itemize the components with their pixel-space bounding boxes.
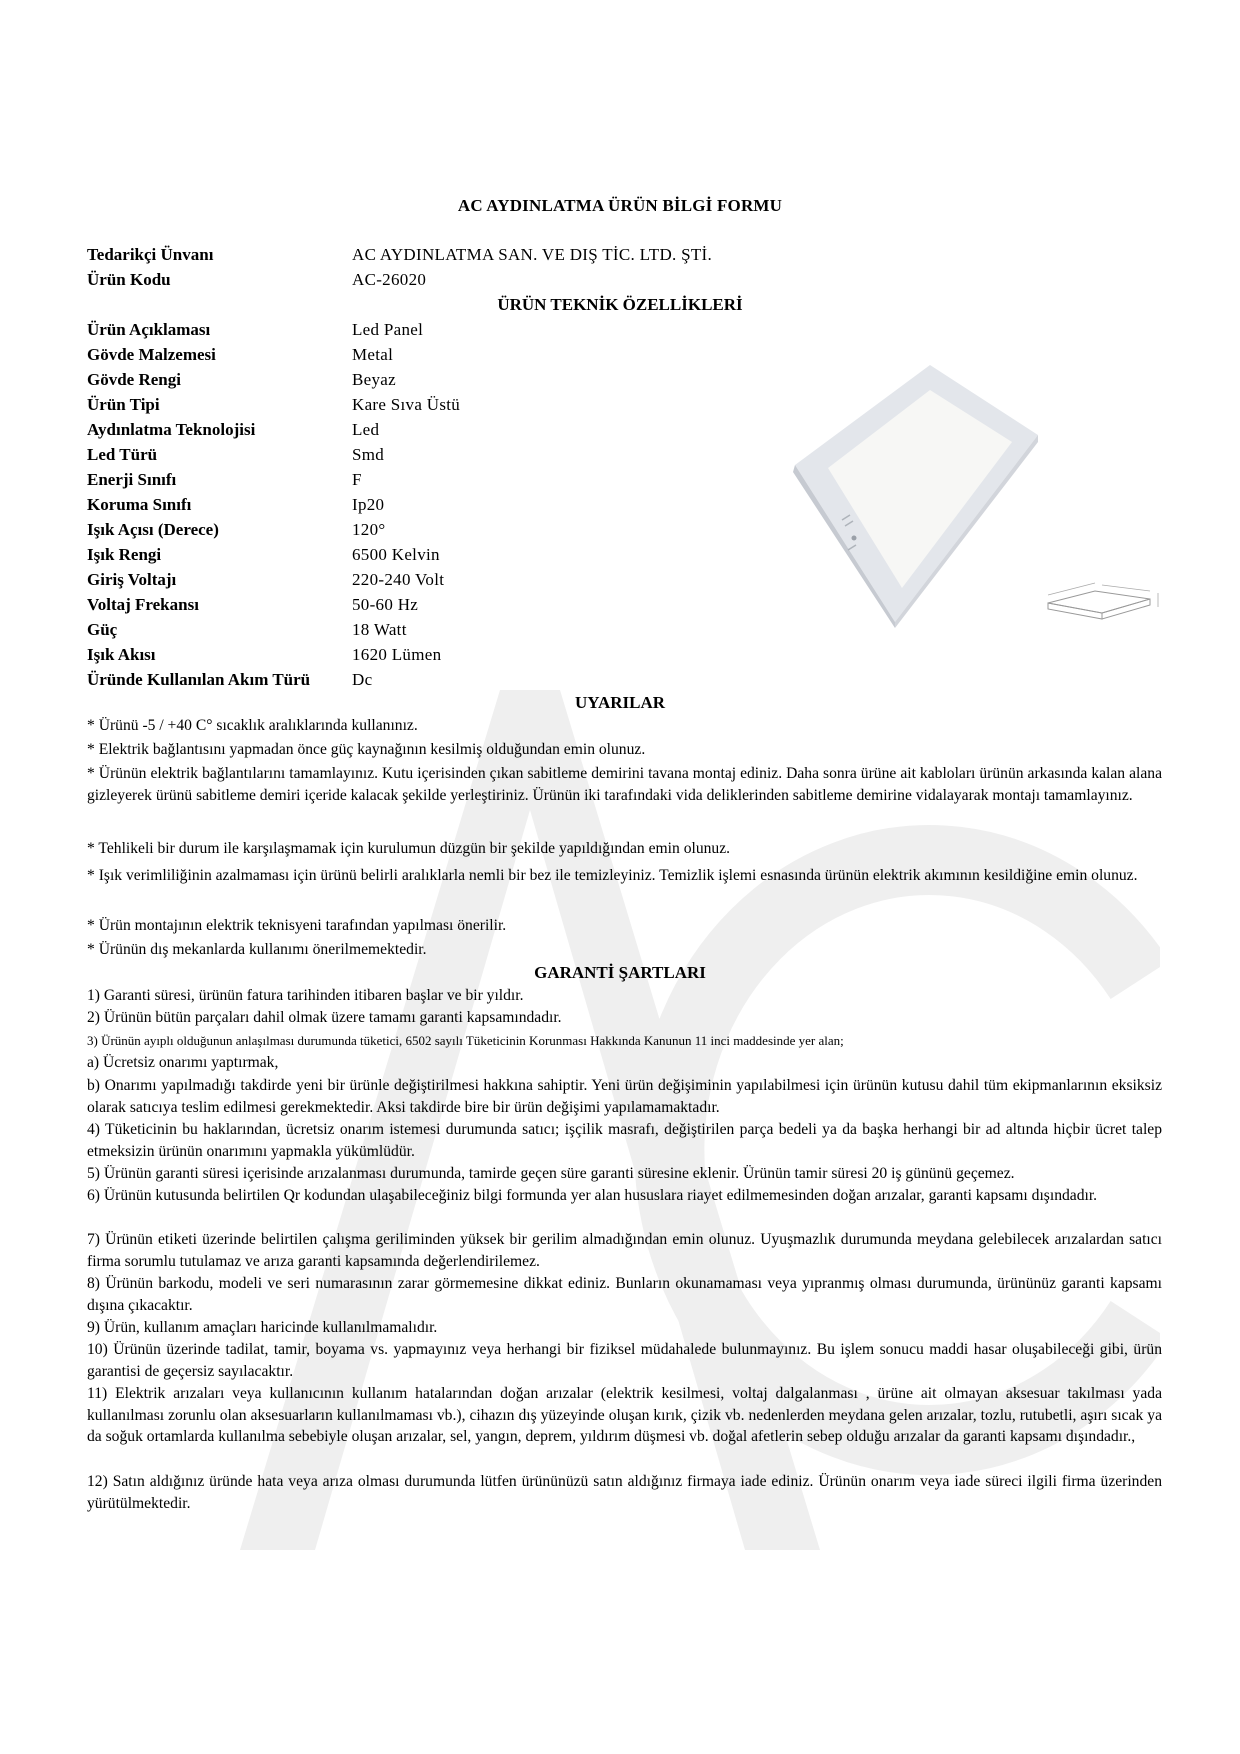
- warranty-item: 1) Garanti süresi, ürünün fatura tarihinden itibaren başlar ve bir yıldır.: [87, 987, 524, 1004]
- warranty-item: 9) Ürün, kullanım amaçları haricinde kullanılmamalıdır.: [87, 1319, 438, 1336]
- spec-label: Işık Rengi: [87, 545, 162, 564]
- spec-label: Koruma Sınıfı: [87, 495, 192, 514]
- warranty-item: a) Ücretsiz onarımı yaptırmak,: [87, 1054, 279, 1071]
- spec-label: Ürün Açıklaması: [87, 320, 211, 339]
- spec-label: Gövde Malzemesi: [87, 345, 216, 364]
- spec-value: Kare Sıva Üstü: [352, 395, 461, 414]
- warranty-item: 4) Tüketicinin bu haklarından, ücretsiz onarım istemesi durumunda satıcı; işçilik masrafı, değiştirilen parça bedeli ya da başka herhangi bir ad altında hiçbir ücret talep etmeksizin ürünün onarımını yapmakla yükümlüdür.: [87, 1121, 1162, 1160]
- spec-value: F: [352, 470, 362, 489]
- warning-item: * Işık verimliliğinin azalmaması için ürünü belirli aralıklarla nemli bir bez ile temizleyiniz. Temizlik işlemi esnasında ürünün elektrik akımının kesildiğine emin olunuz.: [87, 867, 1138, 884]
- spec-value: Smd: [352, 445, 385, 464]
- form-title: AC AYDINLATMA ÜRÜN BİLGİ FORMU: [457, 196, 783, 215]
- spec-label: Üründe Kullanılan Akım Türü: [87, 670, 311, 689]
- specs-heading: ÜRÜN TEKNİK ÖZELLİKLERİ: [497, 295, 743, 314]
- warranty-item: 5) Ürünün garanti süresi içerisinde arızalanması durumunda, tamirde geçen süre garanti süresine eklenir. Ürünün tamir süresi 20 iş gününü geçemez.: [87, 1165, 1015, 1182]
- supplier-value: AC AYDINLATMA SAN. VE DIŞ TİC. LTD. ŞTİ.: [352, 245, 713, 264]
- spec-label: Işık Açısı (Derece): [87, 520, 219, 539]
- warranty-item: b) Onarımı yapılmadığı takdirde yeni bir ürünle değiştirilmesi hakkına sahiptir. Yeni ürün değişiminin yapılabilmesi için ürünün kutusu dahil tüm ekipmanlarının eksiksiz olarak satıcıya teslim edilmesi gerekmektedir. Aksi takdirde bire bir ürün değişimi yapılamamaktadır.: [87, 1077, 1162, 1116]
- spec-label: Güç: [87, 620, 118, 639]
- spec-label: Voltaj Frekansı: [87, 595, 199, 614]
- spec-value: Beyaz: [352, 370, 396, 389]
- spec-label: Işık Akısı: [87, 645, 156, 664]
- product-code-value: AC-26020: [352, 270, 427, 289]
- spec-value: 6500 Kelvin: [352, 545, 440, 564]
- spec-value: Metal: [352, 345, 394, 364]
- supplier-label: Tedarikçi Ünvanı: [87, 245, 214, 264]
- spec-value: Dc: [352, 670, 373, 689]
- warning-item: * Ürünün elektrik bağlantılarını tamamlayınız. Kutu içerisinden çıkan sabitleme demirini tavana montaj ediniz. Daha sonra ürüne ait kabloları ürünün arkasında kalan alana gizleyerek ürünü sabitleme demiri içeride kalacak şekilde yerleştiriniz. Ürünün iki tarafındaki vida deliklerinden sabitleme demirine vidalayarak montajı tamamlayınız.: [87, 765, 1162, 804]
- warning-item: * Ürünü -5 / +40 C° sıcaklık aralıklarında kullanınız.: [87, 717, 418, 734]
- warranty-item: 7) Ürünün etiketi üzerinde belirtilen çalışma geriliminden yüksek bir gerilim almadığından emin olunuz. Uyuşmazlık durumunda meydana gelebilecek arızalardan satıcı firma sorumlu tutulamaz ve arıza garanti kapsamında değerlendirilemez.: [87, 1231, 1162, 1270]
- spec-label: Aydınlatma Teknolojisi: [87, 420, 256, 439]
- square-led-panel-icon: [790, 360, 1040, 630]
- warnings-heading: UYARILAR: [574, 693, 666, 712]
- warranty-item: 12) Satın aldığınız üründe hata veya arıza olması durumunda lütfen ürününüzü satın aldığınız firmaya iade ediniz. Ürünün onarım veya iade süreci ilgili firma üzerinden yürütülmektedir.: [87, 1473, 1162, 1512]
- spec-value: Led Panel: [352, 320, 424, 339]
- spec-label: Led Türü: [87, 445, 158, 464]
- warranty-heading: GARANTİ ŞARTLARI: [534, 963, 706, 982]
- warning-item: * Ürün montajının elektrik teknisyeni tarafından yapılması önerilir.: [87, 917, 507, 934]
- product-code-label: Ürün Kodu: [87, 270, 171, 289]
- spec-value: 1620 Lümen: [352, 645, 442, 664]
- spec-value: 220-240 Volt: [352, 570, 445, 589]
- spec-label: Enerji Sınıfı: [87, 470, 177, 489]
- warning-item: * Elektrik bağlantısını yapmadan önce güç kaynağının kesilmiş olduğundan emin olunuz.: [87, 741, 646, 758]
- warning-item: * Tehlikeli bir durum ile karşılaşmamak için kurulumun düzgün bir şekilde yapıldığından emin olunuz.: [87, 840, 731, 857]
- warranty-item: 6) Ürünün kutusunda belirtilen Qr kodundan ulaşabileceğiniz bilgi formunda yer alan hususlara riayet edilmemesinden doğan arızalar, garanti kapsamı dışındadır.: [87, 1187, 1098, 1204]
- spec-value: 18 Watt: [352, 620, 407, 639]
- warranty-item: 8) Ürünün barkodu, modeli ve seri numarasının zarar görmemesine dikkat ediniz. Bunların okunamaması veya yıpranmış olması durumunda, ürününüz garanti kapsamı dışına çıkacaktır.: [87, 1275, 1162, 1314]
- spec-value: 120°: [352, 520, 386, 539]
- warranty-item: 10) Ürünün üzerinde tadilat, tamir, boyama vs. yapmayınız veya herhangi bir fiziksel müdahalede bulunmayınız. Bu işlem sonucu maddi hasar oluşabileceği gibi, ürün garantisi de geçersiz sayılacaktır.: [87, 1341, 1162, 1380]
- warranty-item: 2) Ürünün bütün parçaları dahil olmak üzere tamamı garanti kapsamındadır.: [87, 1009, 562, 1026]
- warranty-item: 3) Ürünün ayıplı olduğunun anlaşılması durumunda tüketici, 6502 sayılı Tüketicinin Korunması Hakkında Kanunun 11 inci maddesinde yer alan;: [87, 1033, 844, 1048]
- warranty-item: 11) Elektrik arızaları veya kullanıcının kullanım hatalarından doğan arızalar (elektrik kesilmesi, voltaj dalgalanması , ürüne ait olmayan aksesuar takılması yada kullanılması zorunlu olan aksesuarların kullanılmaması vb.), cihazın dış yüzeyinde oluşan kırık, çizik vb. nedenlerden meydana gelen arızalar, tozlu, rutubetli, aşırı sıcak ya da soğuk ortamlarda kullanılma sebebiyle oluşan arızalar, sel, yangın, deprem, yıldırım düşmesi vb. doğal afetlerin sebep olduğu arızalar da garanti kapsamı dışındadır.,: [87, 1385, 1162, 1445]
- panel-dimension-sketch-icon: [1040, 573, 1170, 623]
- spec-value: Ip20: [352, 495, 385, 514]
- spec-value: Led: [352, 420, 380, 439]
- spec-label: Gövde Rengi: [87, 370, 181, 389]
- spec-label: Ürün Tipi: [87, 395, 160, 414]
- spec-value: 50-60 Hz: [352, 595, 419, 614]
- warning-item: * Ürünün dış mekanlarda kullanımı önerilmemektedir.: [87, 941, 427, 958]
- spec-label: Giriş Voltajı: [87, 570, 177, 589]
